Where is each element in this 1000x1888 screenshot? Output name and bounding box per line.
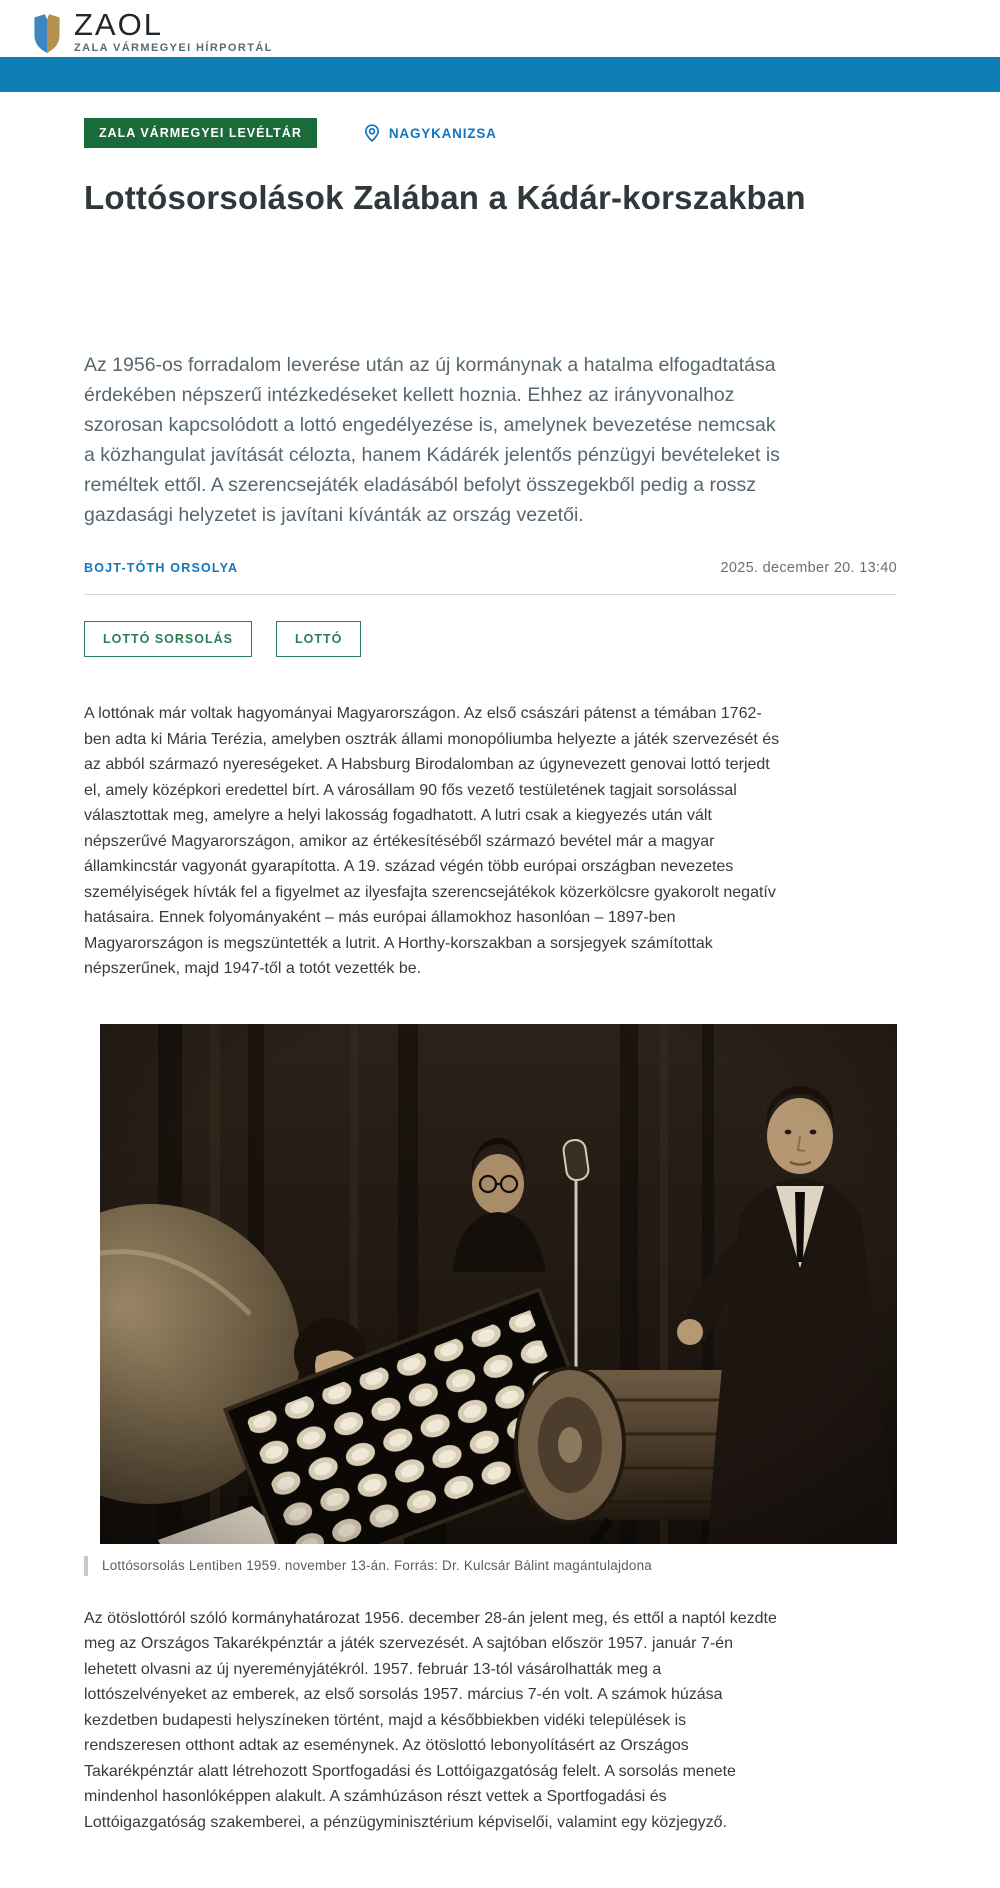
location-link[interactable] — [363, 124, 497, 142]
article-photo — [100, 1024, 897, 1544]
tag-list — [84, 621, 897, 657]
article-title: Lottósorsolások Zalában a Kádár-korszakban — [84, 179, 806, 216]
article-meta-row — [84, 118, 897, 148]
location-pin-icon — [363, 124, 381, 142]
caption-text: Lottósorsolás Lentiben 1959. november 13-án. Forrás: Dr. Kulcsár Bálint magántulajdona — [102, 1558, 653, 1573]
tag-lotto-sorsolas[interactable]: LOTTÓ SORSOLÁS — [84, 621, 252, 657]
byline-divider — [84, 594, 897, 595]
category-badge[interactable]: ZALA VÁRMEGYEI LEVÉLTÁR — [84, 118, 317, 148]
byline-row — [84, 560, 897, 576]
article-paragraph-2: Az ötöslottóról szóló kormányhatározat 1956. december 28-án jelent meg, és ettől a naptól kezdte meg az Országos Takarékpénztár a játék szervezését. A sajtóban először 1957. január 7-én lehetett olvasni az új nyereményjátékról. 1957. február 13-tól vásárolhatták meg a lottószelvényeket az emberek, az első sorsolás 1957. március 7-én volt. A számok húzása kezdetben budapesti helyszíneken történt, majd a későbbiekben vidéki települések is rendszeresen otthont adtak az eseménynek. Az ötöslottó lebonyolításért az Országos Takarékpénztár alatt létrehozott Sportfogadási és Lottóigazgatóság felelt. A sorsolás menete mindenhol hasonlóképpen alakult. A számhúzáson részt vettek a Sportfogadási és Lottóigazgatóság szakemberei, a pénzügyminisztérium képviselői, valamint egy közjegyző. — [84, 1609, 777, 1831]
caption-accent-bar — [84, 1556, 88, 1576]
article-page — [84, 92, 897, 1835]
location-label: NAGYKANIZSA — [388, 125, 497, 141]
tag-lotto[interactable]: LOTTÓ — [276, 621, 361, 657]
article-lead: Az 1956-os forradalom leverése után az új kormánynak a hatalma elfogadtatása érdekében népszerű intézkedéseket kellett hoznia. Ehhez az irányvonalhoz szorosan kapcsolódott a lottó engedélyezése is, amelynek bevezetése nemcsak a közhangulat javítását célozta, hanem Kádárék jelentős pénzügyi bevételeket is reméltek ettől. A szerencsejáték eladásából befolyt összegekből pedig a rossz gazdasági helyzetet is javítani kívánták az ország vezetői. — [84, 354, 780, 526]
publish-date: 2025. december 20. 13:40 — [720, 560, 897, 576]
photo-caption — [84, 1556, 897, 1576]
header-nav-bar — [0, 57, 1000, 92]
article-figure — [84, 1024, 897, 1576]
zaol-shield-icon — [30, 10, 64, 54]
author-link[interactable]: BOJT-TÓTH ORSOLYA — [84, 561, 239, 575]
site-tagline: ZALA VÁRMEGYEI HÍRPORTÁL — [74, 42, 273, 54]
site-logo[interactable] — [30, 3, 273, 54]
site-logo-text: ZAOL — [74, 7, 163, 42]
site-header — [0, 0, 1000, 57]
article-paragraph-1: A lottónak már voltak hagyományai Magyarországon. Az első császári pátenst a témában 1762-ben adta ki Mária Terézia, amelyben osztrák állami monopóliumba helyezte a játék szervezését és az abból származó nyereségeket. A Habsburg Birodalomban az úgynevezett genovai lottó terjedt el, amely középkori eredettel bírt. A városállam 90 fős vezető testületének tagjait sorsolással választottak meg, amelyre a helyi lakosság fogadhatott. A lutri csak a kiegyezés után vált népszerűvé Magyarországon, amikor az értékesítéséből származó bevétel már a magyar államkincstár vagyonát gyarapította. A 19. század végén több európai országban nevezetes személyiségek hívták fel a figyelmet az ilyesfajta szerencsejátékok közerkölcsre gyakorolt negatív hatásaira. Ennek folyományaként – más európai államokhoz hasonlóan – 1897-ben Magyarországon is megszüntették a lutrit. A Horthy-korszakban a sorsjegyek számítottak népszerűnek, majd 1947-től a totót vezették be. — [84, 705, 780, 977]
